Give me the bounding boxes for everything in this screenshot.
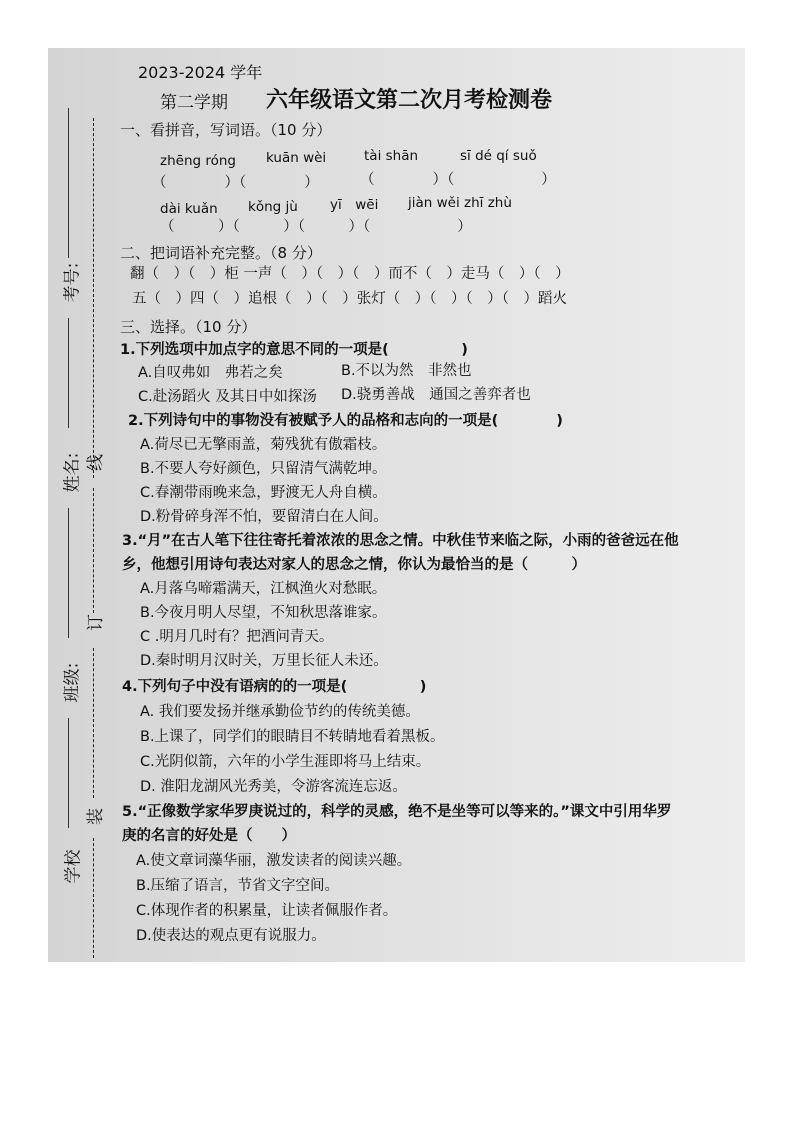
blanks-row2[interactable]: （ ）（ ）（ ）（ ） bbox=[160, 219, 472, 235]
q3-stem-line1: 3.“月”在古人笔下往往寄托着浓浓的思念之情。中秋佳节来临之际，小雨的爸爸远在他 bbox=[122, 533, 679, 549]
q4-option-c[interactable]: C.光阴似箭，六年的小学生涯即将马上结束。 bbox=[140, 754, 431, 770]
blanks-row1-a[interactable]: （ ）（ ） bbox=[152, 175, 319, 191]
exam-no-line2 bbox=[68, 318, 69, 428]
q3-stem-line2: 乡，他想引用诗句表达对家人的思念之情，你认为最恰当的是（ ） bbox=[122, 557, 586, 573]
pinyin-8: jiàn wěi zhī zhù bbox=[408, 195, 512, 211]
q2-option-a[interactable]: A.荷尽已无擎雨盖，菊残犹有傲霜枝。 bbox=[140, 437, 387, 453]
pinyin-2: kuān wèi bbox=[266, 150, 327, 166]
class-label: 班级: bbox=[62, 662, 83, 703]
section2-heading: 二、把词语补充完整。（8 分） bbox=[120, 244, 322, 262]
q5-option-c[interactable]: C.体现作者的积累量，让读者佩服作者。 bbox=[136, 903, 398, 919]
seal-line-upper bbox=[93, 118, 94, 478]
q5-option-a[interactable]: A.使文章词藻华丽，激发读者的阅读兴趣。 bbox=[136, 853, 412, 869]
ding-char: 订 bbox=[86, 614, 106, 631]
q2-option-d[interactable]: D.粉骨碎身浑不怕，要留清白在人间。 bbox=[140, 509, 388, 525]
section2-line1[interactable]: 翻（ ）（ ）柜 一声（ ）（ ）（ ）而不（ ）走马（ ）（ ） bbox=[130, 266, 570, 282]
exam-no-label: 考号: bbox=[62, 262, 83, 303]
q2-stem: 2.下列诗句中的事物没有被赋予人的品格和志向的一项是( ) bbox=[128, 413, 563, 429]
school-label: 学校 bbox=[63, 849, 84, 884]
q1-stem: 1.下列选项中加点字的意思不同的一项是( ) bbox=[120, 342, 468, 358]
name-underline bbox=[68, 508, 69, 638]
semester: 第二学期 bbox=[160, 93, 228, 113]
exam-no-underline bbox=[68, 108, 69, 258]
q1-option-c[interactable]: C.赴汤蹈火 及其日中如探汤 bbox=[138, 389, 317, 405]
q2-option-b[interactable]: B.不要人夸好颜色，只留清气满乾坤。 bbox=[140, 461, 387, 477]
q1-option-d[interactable]: D.骁勇善战 通国之善弈者也 bbox=[341, 387, 531, 403]
q4-option-a[interactable]: A. 我们要发扬并继承勤俭节约的传统美德。 bbox=[140, 704, 420, 720]
seal-line-middle bbox=[93, 488, 94, 613]
q3-option-b[interactable]: B.今夜月明人尽望，不知秋思落谁家。 bbox=[140, 605, 387, 621]
blanks-row1-b[interactable]: （ ）（ ） bbox=[360, 172, 556, 188]
q3-option-a[interactable]: A.月落乌啼霜满天，江枫渔火对愁眠。 bbox=[140, 581, 387, 597]
q2-option-c[interactable]: C.春潮带雨晚来急，野渡无人舟自横。 bbox=[140, 485, 387, 501]
pinyin-7: yī wēi bbox=[330, 197, 379, 213]
q1-option-b[interactable]: B.不以为然 非然也 bbox=[341, 363, 472, 379]
section2-line2[interactable]: 五（ ）四（ ）追根（ ）（ ）张灯（ ）（ ）（ ）（ ）蹈火 bbox=[132, 291, 567, 307]
binding-strip bbox=[48, 48, 148, 962]
q5-option-d[interactable]: D.使表达的观点更有说服力。 bbox=[136, 928, 326, 944]
section3-heading: 三、选择。（10 分） bbox=[120, 318, 257, 336]
zhuang-char: 装 bbox=[86, 808, 106, 825]
pinyin-1: zhēng róng bbox=[160, 153, 237, 169]
class-underline bbox=[68, 718, 69, 828]
q5-stem-line1: 5.“正像数学家华罗庚说过的，科学的灵感，绝不是坐等可以等来的。”课文中引用华罗 bbox=[122, 804, 672, 820]
q4-option-d[interactable]: D. 淮阳龙湖风光秀美，令游客流连忘返。 bbox=[140, 779, 407, 795]
pinyin-3: tài shān bbox=[364, 148, 419, 164]
q5-option-b[interactable]: B.压缩了语言，节省文字空间。 bbox=[136, 878, 340, 894]
pinyin-5: dài kuǎn bbox=[160, 201, 218, 217]
exam-paper-photo bbox=[48, 48, 745, 962]
q4-stem: 4.下列句子中没有语病的的一项是( ) bbox=[122, 679, 427, 695]
q4-option-b[interactable]: B.上课了，同学们的眼睛目不转睛地看着黑板。 bbox=[140, 729, 445, 745]
seal-line-lower bbox=[93, 648, 94, 798]
seal-line-bottom bbox=[93, 838, 94, 958]
pinyin-6: kǒng jù bbox=[248, 199, 298, 215]
q1-option-a[interactable]: A.自叹弗如 弗若之矣 bbox=[138, 365, 283, 381]
q5-stem-line2: 庚的名言的好处是（ ） bbox=[122, 828, 296, 844]
q3-option-d[interactable]: D.秦时明月汉时关，万里长征人未还。 bbox=[140, 653, 388, 669]
name-label: 姓名: bbox=[62, 452, 83, 493]
pinyin-4: sī dé qí suǒ bbox=[460, 148, 537, 164]
school-year: 2023-2024 学年 bbox=[138, 63, 263, 82]
line-char: 线 bbox=[86, 454, 106, 471]
q3-option-c[interactable]: C .明月几时有？把酒问青天。 bbox=[140, 629, 334, 645]
exam-title: 六年级语文第二次月考检测卷 bbox=[266, 88, 553, 113]
section1-heading: 一、看拼音，写词语。（10 分） bbox=[120, 121, 332, 139]
